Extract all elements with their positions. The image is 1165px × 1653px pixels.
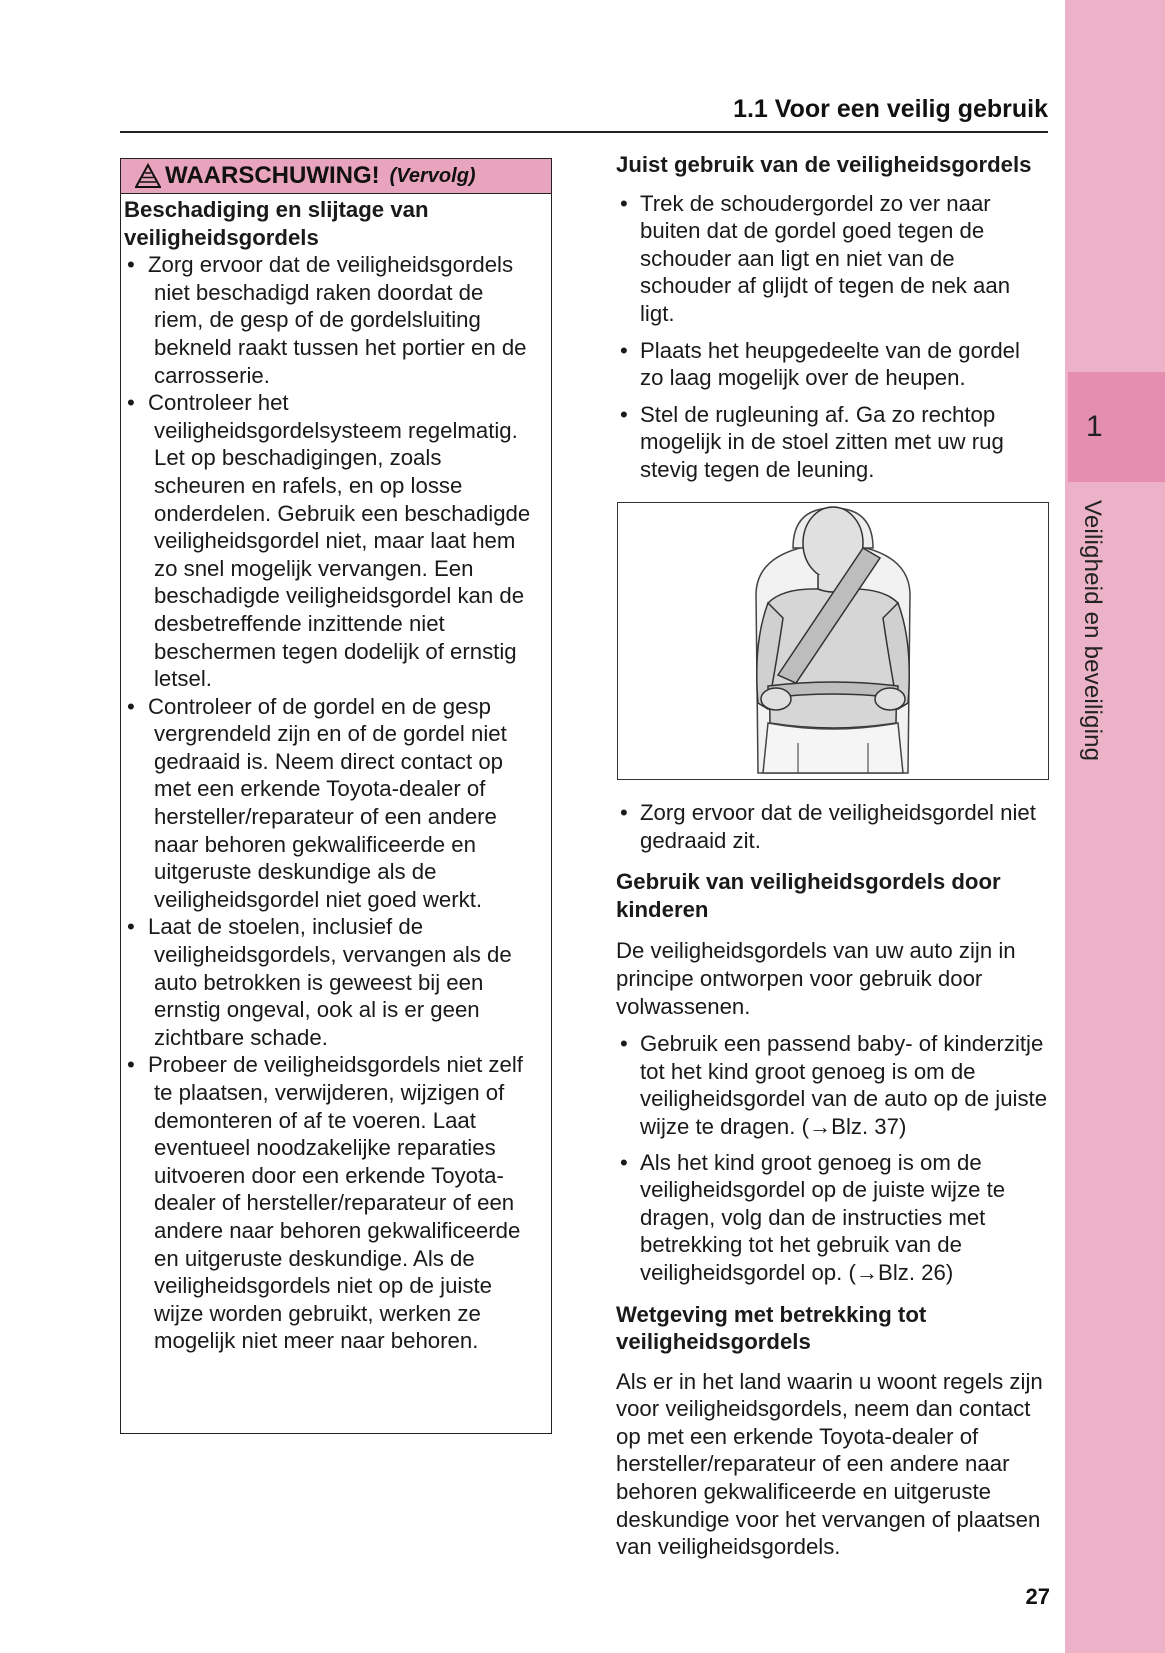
header-divider: [120, 131, 1048, 133]
warning-triangle-icon: [135, 163, 161, 189]
instruction-list: [616, 190, 1048, 484]
warning-header: [121, 159, 551, 194]
list-item: • Stel de rugleuning af. Ga zo rechtop mogelijk in de stoel zitten met uw rug stevig tegen de leuning.: [616, 401, 1048, 484]
warning-title: WAARSCHUWING!: [165, 162, 380, 189]
section-label-vertical: Veiligheid en beveiliging: [1079, 500, 1106, 762]
chapter-number: 1: [1086, 410, 1103, 443]
warning-subtitle: (Vervolg): [389, 164, 476, 187]
seatbelt-illustration: [617, 502, 1049, 780]
side-band: [1065, 0, 1165, 1653]
warning-list: [124, 251, 534, 1355]
section-heading: Wetgeving met betrekking tot veiligheidsgordels: [616, 1301, 927, 1355]
warning-body: [124, 196, 534, 1355]
list-item: • Laat de stoelen, inclusief de veiligheidsgordels, vervangen als de auto betrokken is geweest bij een ernstig ongeval, ook al is er geen zichtbare schade.: [124, 913, 534, 1051]
list-item: • Trek de schoudergordel zo ver naar buiten dat de gordel goed tegen de schouder aan ligt en niet van de schouder af glijdt of tegen de nek aan ligt.: [616, 190, 1048, 328]
section-heading: Gebruik van veiligheidsgordels door kinderen: [616, 869, 1001, 922]
list-item: • Plaats het heupgedeelte van de gordel zo laag mogelijk over de heupen.: [616, 337, 1048, 392]
list-item: • Controleer of de gordel en de gesp vergrendeld zijn en of de gordel niet gedraaid is. Neem direct contact op met een erkende Toyota-dealer of hersteller/reparateur of een andere naar behoren gekwalificeerde en uitgeruste deskundige als de veiligheidsgordel niet goed werkt.: [124, 693, 534, 914]
paragraph: Als er in het land waarin u woont regels zijn voor veiligheidsgordels, neem dan contact op met een erkende Toyota-dealer of hersteller/reparateur of een andere naar behoren gekwalificeerde en uitgeruste deskundige voor het vervangen of plaatsen van veiligheidsgordels.: [616, 1368, 1043, 1560]
chapter-tab: [1068, 372, 1165, 482]
paragraph: De veiligheidsgordels van uw auto zijn in principe ontworpen voor gebruik door volwassenen.: [616, 938, 1016, 1019]
right-column-bottom: [616, 799, 1048, 1561]
right-column-top: [616, 151, 1048, 484]
instruction-list: [616, 1030, 1048, 1286]
page-header-title: 1.1 Voor een veilig gebruik: [733, 95, 1048, 123]
section-heading: Juist gebruik van de veiligheidsgordels: [616, 152, 1032, 177]
page-number: 27: [1025, 1584, 1050, 1609]
list-item: • Controleer het veiligheidsgordelsysteem regelmatig. Let op beschadigingen, zoals scheuren en rafels, en op losse onderdelen. Gebruik een beschadigde veiligheidsgordel niet, maar laat hem zo snel mogelijk vervangen. Een beschadigde veiligheidsgordel kan de desbetreffende inzittende niet beschermen tegen dodelijk of ernstig letsel.: [124, 389, 534, 693]
list-item: • Zorg ervoor dat de veiligheidsgordel niet gedraaid zit.: [616, 799, 1048, 854]
list-item: • Zorg ervoor dat de veiligheidsgordels niet beschadigd raken doordat de riem, de gesp of de gordelsluiting bekneld raakt tussen het portier en de carrosserie.: [124, 251, 534, 389]
list-item: • Gebruik een passend baby- of kinderzitje tot het kind groot genoeg is om de veiligheidsgordel van de auto op de juiste wijze te dragen. (→Blz. 37): [616, 1030, 1048, 1140]
instruction-list: [616, 799, 1048, 854]
list-item: • Probeer de veiligheidsgordels niet zelf te plaatsen, verwijderen, wijzigen of demonteren of af te voeren. Laat eventueel noodzakelijke reparaties uitvoeren door een erkende Toyota-dealer of hersteller/reparateur of een andere naar behoren gekwalificeerde en uitgeruste deskundige. Als de veiligheidsgordels niet op de juiste wijze worden gebruikt, werken ze mogelijk niet meer naar behoren.: [124, 1051, 534, 1355]
seated-person-with-seatbelt-icon: [618, 503, 1048, 779]
list-item: • Als het kind groot genoeg is om de veiligheidsgordel op de juiste wijze te dragen, volg dan de instructies met betrekking tot het gebruik van de veiligheidsgordel op. (→Blz. 26): [616, 1149, 1048, 1287]
warning-section-title: Beschadiging en slijtage van veiligheidsgordels: [124, 197, 429, 250]
